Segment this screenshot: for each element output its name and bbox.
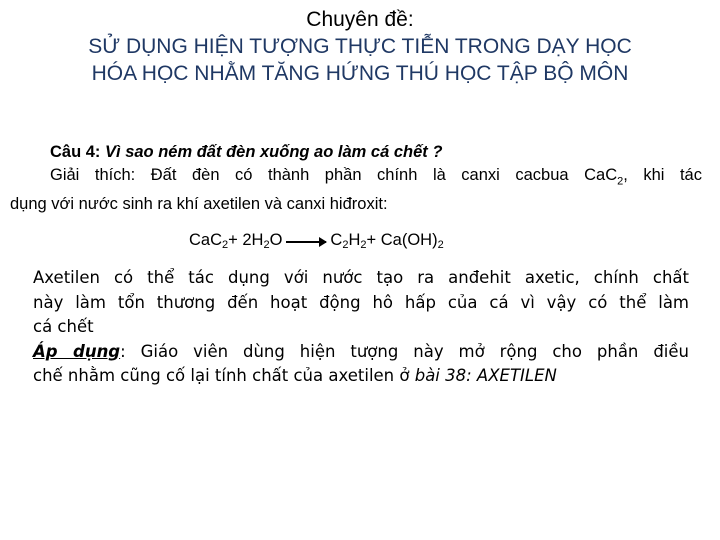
topic-title-line-1: SỬ DỤNG HIỆN TƯỢNG THỰC TIỄN TRONG DẠY HỌC [88,35,632,58]
reaction-arrow-icon [286,241,326,243]
explanation-text-tail: , khi tác [623,166,702,184]
reactant-2: + $2H_2O$ [228,231,283,251]
apply-line-1 [33,340,689,365]
slide-header [0,6,720,87]
apply-text-2: chế nhằm cũng cố lại tính chất của axetilen ở [33,366,415,385]
question-line [10,141,702,164]
explanation-subscript: 2 [617,175,624,188]
reactant-1: CaC$_2$ [189,231,229,251]
body-line-2: này làm tổn thương đến hoạt động hô hấp của cá vì vậy có thể làm [33,292,689,312]
body-paragraph [33,266,689,389]
explanation-label: Giải thích: [50,166,136,184]
question-text: Vì sao ném đất đèn xuống ao làm cá chết ? [105,143,443,161]
chemical-equation [189,228,444,252]
body-line-3: cá chết [33,317,94,336]
apply-line-2 [33,364,689,389]
apply-text: : Giáo viên dùng hiện tượng này mở rộng cho phần điều [120,341,689,361]
topic-heading: Chuyên đề: [306,8,414,31]
product-1: $C_2H_2$ [330,231,367,251]
question-block [10,141,702,216]
topic-title-line-2: HÓA HỌC NHẰM TĂNG HỨNG THÚ HỌC TẬP BỘ MÔN [91,62,629,85]
explanation-line-1 [10,164,702,193]
body-line-1: Axetilen có thể tác dụng với nước tạo ra anđehit axetic, chính chất [33,268,689,287]
lesson-reference: bài 38: AXETILEN [414,366,557,385]
explanation-line-2: dụng với nước sinh ra khí axetilen và canxi hiđroxit: [10,195,388,214]
product-2: + $Ca(OH)_2$ [366,231,444,251]
explanation-text: Đất đèn có thành phần chính là canxi cacbua CaC [150,166,618,184]
apply-label: Áp dụng [33,341,121,361]
question-label: Câu 4: [50,143,101,161]
